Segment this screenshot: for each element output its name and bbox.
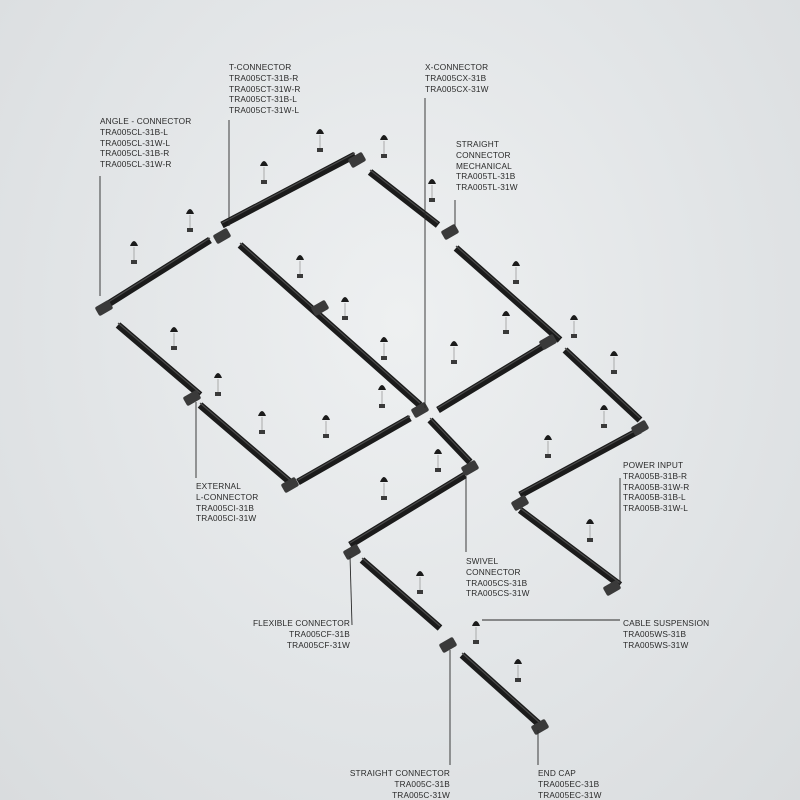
track-segment [462, 655, 540, 725]
label-line: ANGLE - CONNECTOR [100, 116, 192, 126]
track-segment-highlight [520, 508, 620, 583]
suspension-clip [611, 370, 617, 374]
label-line: TRA005B-31W-R [623, 481, 690, 492]
label-line: TRA005CL-31W-L [100, 137, 171, 148]
track-segment-highlight [370, 170, 438, 223]
power-input-label [623, 460, 689, 514]
label-line: TRA005CL-31B-R [100, 148, 170, 159]
canopy-icon [214, 373, 222, 378]
straight-connector [439, 637, 458, 654]
label-line: TRA005TL-31W [456, 182, 518, 193]
track-segment [520, 510, 620, 585]
canopy-icon [380, 135, 388, 140]
canopy-icon [380, 337, 388, 342]
external-l-connector-label [196, 481, 258, 524]
suspension-clip [323, 434, 329, 438]
track-segment [430, 420, 470, 462]
suspension-clip [171, 346, 177, 350]
suspension-clip [503, 330, 509, 334]
track-segment [350, 475, 465, 545]
canopy-icon [130, 241, 138, 246]
label-line: END CAP [538, 768, 576, 778]
canopy-icon [434, 449, 442, 454]
canopy-icon [610, 351, 618, 356]
suspension-clip [379, 404, 385, 408]
canopy-icon [260, 161, 268, 166]
track-segment [298, 418, 410, 482]
canopy-icon [322, 415, 330, 420]
track-segment-highlight [462, 653, 540, 723]
track-segment [520, 430, 640, 495]
suspension-clip [131, 260, 137, 264]
canopy-icon [586, 519, 594, 524]
label-line: SWIVEL [466, 556, 499, 566]
track-segment-highlight [520, 428, 640, 493]
label-line: TRA005CL-31W-R [100, 159, 172, 170]
label-line: TRA005CS-31B [466, 577, 528, 588]
suspension-clip [545, 454, 551, 458]
suspension-clip [215, 392, 221, 396]
label-line: TRA005B-31B-R [623, 470, 688, 481]
label-line: TRA005CT-31B-L [229, 94, 298, 105]
suspension-clip [381, 154, 387, 158]
suspension-clip [259, 430, 265, 434]
label-line: TRA005B-31B-L [623, 492, 686, 503]
label-line: TRA005WS-31W [623, 639, 689, 650]
label-line: CONNECTOR [466, 566, 521, 577]
label-line: MECHANICAL [456, 160, 512, 171]
track-segment [200, 405, 290, 482]
label-line: TRA005CF-31W [286, 639, 350, 650]
label-line: TRA005EC-31B [538, 778, 600, 789]
canopy-icon [570, 315, 578, 320]
straight-connector-mechanical [441, 224, 460, 241]
track-segment-highlight [456, 246, 560, 338]
label-line: TRA005EC-31W [538, 789, 602, 800]
track-segment [240, 245, 420, 405]
label-line: CONNECTOR [456, 149, 511, 160]
suspension-clip [429, 198, 435, 202]
end-cap-label [538, 768, 602, 800]
canopy-icon [514, 659, 522, 664]
x-connector-label [425, 62, 489, 94]
canopy-icon [450, 341, 458, 346]
suspension-clip [571, 334, 577, 338]
label-line: TRA005WS-31B [623, 628, 687, 639]
suspension-clip [473, 640, 479, 644]
canopy-icon [544, 435, 552, 440]
straight-connector-label [330, 768, 450, 800]
cable-suspension-label [623, 618, 709, 650]
track-segment-highlight [200, 403, 290, 480]
angle-connector-label [100, 116, 191, 170]
track-segment-highlight [350, 473, 465, 543]
track-segment [456, 248, 560, 340]
track-segment-highlight [362, 558, 440, 626]
flexible-connector-label [238, 618, 350, 650]
suspension-clip [297, 274, 303, 278]
suspension-clip [587, 538, 593, 542]
suspension-clip [513, 280, 519, 284]
label-line: TRA005CT-31W-L [229, 105, 300, 116]
label-line: T-CONNECTOR [229, 62, 292, 72]
canopy-icon [170, 327, 178, 332]
label-line: EXTERNAL [196, 481, 242, 491]
label-line: TRA005C-31W [392, 789, 450, 800]
suspension-clip [435, 468, 441, 472]
track-segment-highlight [298, 416, 410, 480]
track-segment [362, 560, 440, 628]
canopy-icon [416, 571, 424, 576]
label-line: STRAIGHT [456, 139, 500, 149]
canopy-icon [512, 261, 520, 266]
suspension-clip [317, 148, 323, 152]
label-line: FLEXIBLE CONNECTOR [252, 618, 350, 628]
suspension-clip [187, 228, 193, 232]
canopy-icon [341, 297, 349, 302]
track-segment-highlight [240, 243, 420, 403]
track-segments [102, 153, 640, 725]
canopy-icon [600, 405, 608, 410]
straight-connector-mechanical-label [456, 139, 518, 193]
swivel-connector-label [466, 556, 530, 599]
track-segment [102, 240, 210, 308]
canopy-icon [502, 311, 510, 316]
canopy-icon [428, 179, 436, 184]
canopy-icon [258, 411, 266, 416]
suspension-clip [381, 496, 387, 500]
canopy-icon [472, 621, 480, 626]
leader-line [350, 556, 352, 625]
label-line: TRA005C-31B [394, 778, 450, 789]
label-line: TRA005CI-31W [196, 513, 257, 524]
label-line: TRA005CT-31B-R [229, 72, 299, 83]
label-line: TRA005CF-31B [289, 628, 350, 639]
label-line: TRA005CX-31B [425, 72, 487, 83]
canopy-icon [186, 209, 194, 214]
suspension-clip [261, 180, 267, 184]
suspension-clip [417, 590, 423, 594]
t-connector [213, 228, 232, 245]
label-line: TRA005CX-31W [425, 83, 489, 94]
suspension-clip [342, 316, 348, 320]
label-line: TRA005CT-31W-R [229, 83, 301, 94]
track-segment-highlight [222, 153, 355, 223]
canopy-icon [378, 385, 386, 390]
label-line: X-CONNECTOR [425, 62, 489, 72]
track-segment [118, 325, 200, 395]
label-line: CABLE SUSPENSION [623, 618, 710, 628]
suspension-clip [381, 356, 387, 360]
canopy-icon [296, 255, 304, 260]
track-segment [370, 172, 438, 225]
label-line: TRA005CS-31W [466, 588, 530, 599]
label-line: L-CONNECTOR [196, 491, 259, 502]
canopy-icon [316, 129, 324, 134]
suspension-clip [451, 360, 457, 364]
suspension-clip [601, 424, 607, 428]
power-input [511, 495, 530, 512]
label-line: TRA005B-31W-L [623, 503, 688, 514]
track-segment-highlight [102, 238, 210, 306]
label-line: TRA005CI-31B [196, 502, 255, 513]
label-line: STRAIGHT CONNECTOR [349, 768, 450, 778]
track-segment [222, 155, 355, 225]
t-connector-label [229, 62, 301, 116]
canopy-icon [380, 477, 388, 482]
track-segment-highlight [118, 323, 200, 393]
leader-lines [100, 98, 620, 765]
suspension-clip [515, 678, 521, 682]
label-line: POWER INPUT [623, 460, 684, 470]
label-line: TRA005TL-31B [456, 171, 516, 182]
label-line: TRA005CL-31B-L [100, 126, 169, 137]
